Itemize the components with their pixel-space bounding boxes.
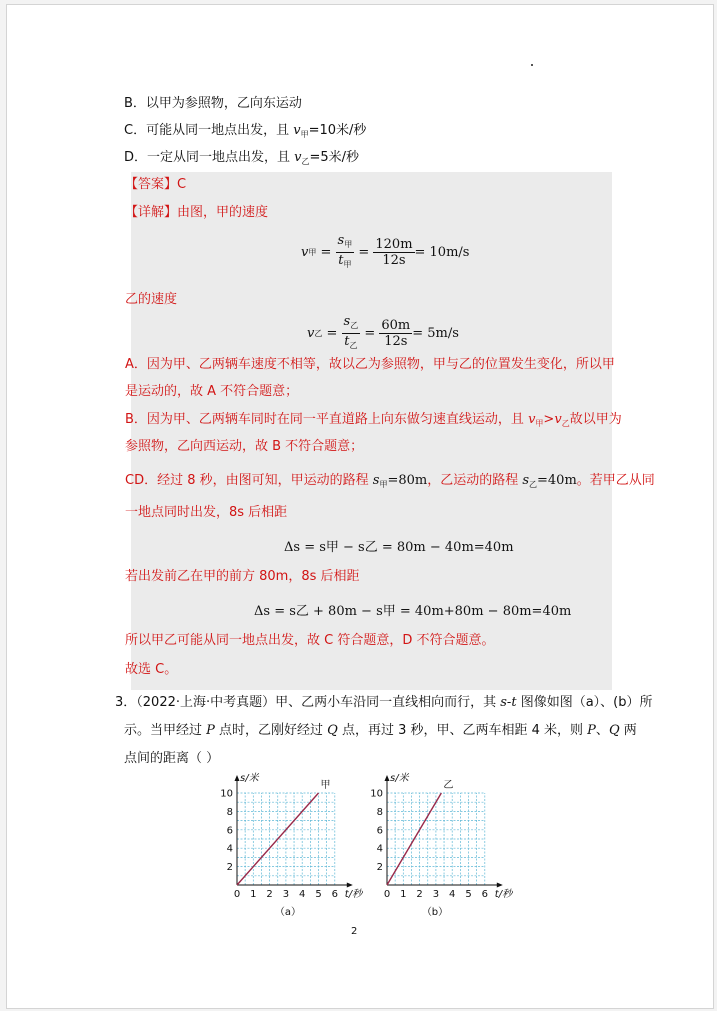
x-axis-arrow — [497, 883, 503, 888]
y-tick-label: 8 — [376, 806, 383, 818]
y-tick-label: 6 — [376, 825, 383, 837]
x-tick-label: 3 — [282, 889, 290, 900]
option-c: C．可能从同一地点出发，且 $v_甲=10$米/秒 — [124, 123, 367, 139]
y-tick-label: 6 — [226, 825, 233, 837]
y-tick-label: 2 — [226, 862, 233, 874]
document-page — [6, 4, 714, 1009]
x-tick-label: 1 — [400, 889, 407, 900]
analysis-a-line1: A．因为甲、乙两辆车速度不相等，故以乙为参照物，甲与乙的位置发生变化，所以甲 — [125, 357, 615, 372]
y-tick-label: 10 — [370, 788, 383, 800]
y-tick-label: 4 — [226, 843, 233, 855]
chart-caption: （b） — [421, 907, 449, 918]
x-tick-label: 1 — [250, 889, 257, 900]
page-number: 2 — [351, 926, 358, 937]
chart-b — [357, 771, 527, 923]
x-axis-arrow — [347, 883, 353, 888]
if-ahead-line: 若出发前乙在甲的前方 80m，8s 后相距 — [125, 569, 360, 584]
x-tick-label: 4 — [449, 889, 456, 900]
question-3-line3: 点间的距离（ ） — [124, 751, 220, 766]
series-label: 乙 — [443, 780, 454, 791]
question-3-line2: 示。当甲经过 P 点时，乙刚好经过 Q 点，再过 3 秒，甲、乙两车相距 4 米，则 P、Q 两 — [124, 723, 637, 738]
x-tick-label: 2 — [416, 889, 423, 900]
y-axis-arrow — [385, 775, 390, 781]
choose-line: 故选 C。 — [125, 662, 178, 677]
x-tick-label: 3 — [432, 889, 440, 900]
analysis-b-line2: 参照物，乙向西运动，故 B 不符合题意； — [125, 439, 364, 454]
x-tick-label: 6 — [331, 889, 338, 900]
conclusion-line: 所以甲乙可能从同一地点出发，故 C 符合题意，D 不符合题意。 — [125, 633, 495, 648]
stray-mark — [531, 64, 533, 66]
y-tick-label: 4 — [376, 843, 383, 855]
x-axis-label: t/秒 — [344, 889, 363, 900]
detail-intro: 【详解】由图，甲的速度 — [125, 205, 269, 220]
chart-a — [207, 771, 367, 923]
y-axis-arrow — [235, 775, 240, 781]
y-axis-label: s/米 — [240, 773, 259, 784]
equation-delta-s-2: Δs = s乙 + 80m − s甲 = 40m+80m − 80m=40m — [254, 604, 572, 619]
answer-line: 【答案】C — [125, 177, 187, 192]
x-tick-label: 5 — [315, 889, 322, 900]
x-tick-label: 2 — [266, 889, 273, 900]
x-tick-label: 0 — [383, 889, 391, 900]
analysis-cd-line2: 一地点同时出发，8s 后相距 — [125, 505, 288, 520]
analysis-a-line2: 是运动的，故 A 不符合题意； — [125, 384, 299, 399]
series-label: 甲 — [320, 780, 331, 791]
equation-delta-s-1: Δs = s甲 − s乙 = 80m − 40m=40m — [284, 540, 514, 555]
option-b: B．以甲为参照物，乙向东运动 — [124, 96, 302, 111]
x-tick-label: 0 — [233, 889, 241, 900]
x-tick-label: 6 — [481, 889, 488, 900]
x-tick-label: 4 — [299, 889, 306, 900]
analysis-cd-line1: CD．经过 8 秒，由图可知，甲运动的路程 $s_甲=80m$，乙运动的路程 $s_乙=40m$。若甲乙从同 — [125, 473, 655, 489]
yi-speed-label: 乙的速度 — [125, 292, 178, 307]
x-tick-label: 5 — [465, 889, 472, 900]
y-tick-label: 8 — [226, 806, 233, 818]
option-d: D．一定从同一地点出发，且 $v_乙=5$米/秒 — [124, 150, 360, 166]
chart-caption: （a） — [274, 907, 302, 918]
x-axis-label: t/秒 — [494, 889, 513, 900]
equation-v-jia: v 甲 = $\frac{s_甲}{t_甲}$ = $\frac{120m}{12s}$ = 10m/s — [301, 233, 470, 269]
analysis-b-line1: B．因为甲、乙两辆车同时在同一平直道路上向东做匀速直线运动，且 $v_甲>v_乙$故以甲为 — [125, 412, 622, 428]
equation-v-yi: v 乙 = $\frac{s_乙}{t_乙}$ = $\frac{60m}{12s}$ = 5m/s — [307, 314, 459, 350]
question-3-line1: 3．（2022·上海·中考真题）甲、乙两小车沿同一直线相向而行，其 s-t 图像如图（a）、(b）所 — [115, 695, 653, 710]
y-axis-label: s/米 — [390, 773, 409, 784]
y-tick-label: 10 — [220, 788, 233, 800]
y-tick-label: 2 — [376, 862, 383, 874]
